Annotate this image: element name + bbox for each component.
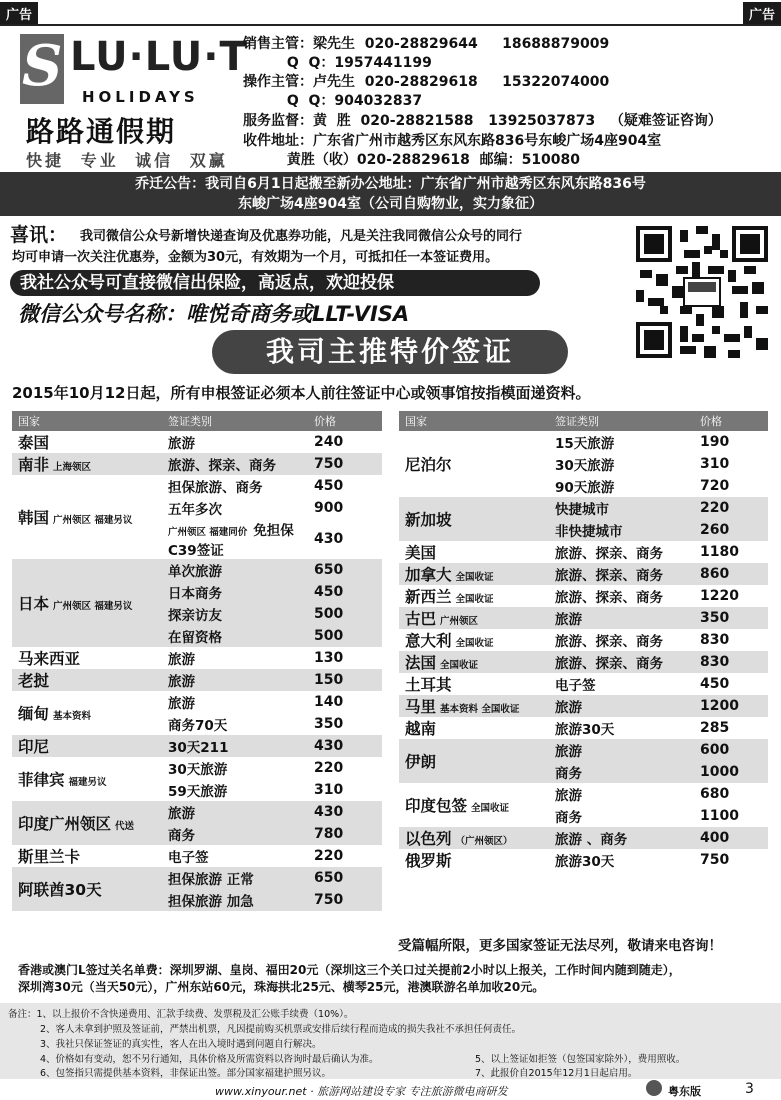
- cell-price: 450: [314, 478, 344, 494]
- cell-visa-type: [549, 475, 694, 497]
- country-name: 马里: [405, 698, 437, 716]
- table-row: [12, 647, 382, 669]
- hk-macau-fees: [18, 962, 778, 996]
- cell-price: 830: [694, 651, 768, 673]
- country-note: 广州领区: [440, 616, 479, 627]
- country-name: 印度广州领区: [18, 815, 112, 833]
- cell-price: 450: [308, 581, 382, 603]
- brand-name: LU·LU·T: [70, 34, 248, 80]
- visa-type: 旅游、探亲、商务: [555, 590, 663, 606]
- cell-visa-type: [162, 713, 308, 735]
- table-row: [399, 497, 768, 519]
- country-name: 土耳其: [405, 676, 452, 694]
- table-row: [399, 783, 768, 805]
- visa-type: 15天旅游: [555, 436, 615, 452]
- visa-type: 在留资格: [168, 630, 222, 646]
- visa-type: 59天旅游: [168, 784, 228, 800]
- cell-country: [399, 673, 549, 695]
- cell-price: 220: [694, 497, 768, 519]
- visa-type: 日本商务: [168, 586, 222, 602]
- cell-visa-type: [549, 541, 694, 563]
- promo-title: 我司主推特价签证: [212, 330, 568, 374]
- country-name: 菲律宾: [18, 771, 65, 789]
- remark-5: 5、以上签证如拒签（包签国家除外），费用照收。: [475, 1054, 686, 1065]
- cell-country: [399, 739, 549, 783]
- cell-country: [12, 757, 162, 801]
- table-row: [399, 673, 768, 695]
- country-name: 美国: [405, 544, 437, 562]
- cell-visa-type: [162, 519, 308, 559]
- cell-visa-type: [162, 779, 308, 801]
- good-news-line1: 我司微信公众号新增快递查询及优惠券功能，凡是关注我同微信公众号的同行: [80, 229, 523, 244]
- table-row: [12, 559, 382, 581]
- hk-line1: 香港或澳门L签过关名单费：深圳罗湖、皇岗、福田20元（深圳这三个关口过关提前2小时以上报关，工作时间内随到随走），: [18, 963, 681, 977]
- visa-type: 旅游30天: [555, 722, 615, 738]
- cell-country: [399, 695, 549, 717]
- ad-tag-left: 广告: [0, 2, 38, 25]
- col-header-country: 国家: [12, 411, 162, 431]
- remark-1: 备注：1、以上报价不含快递费用、汇款手续费、发票税及汇公账手续费（10%）。: [8, 1009, 354, 1020]
- cell-visa-type: [162, 735, 308, 757]
- visa-type: 旅游: [168, 696, 195, 712]
- table-row: [12, 757, 382, 779]
- contact-line: Q Q：904032837: [243, 93, 423, 109]
- cell-price: 350: [314, 716, 344, 732]
- remark-7: 7、此报价自2015年12月1日起启用。: [475, 1068, 638, 1079]
- visa-type: 30天旅游: [168, 762, 228, 778]
- cell-visa-type: [549, 563, 694, 585]
- cell-visa-type: [162, 625, 308, 647]
- visa-type: 30天211: [168, 740, 229, 756]
- cell-price: 150: [308, 669, 382, 691]
- visa-type: 电子签: [555, 678, 596, 694]
- cell-price: 780: [308, 823, 382, 845]
- cell-country: [12, 559, 162, 647]
- visa-type: 旅游、探亲、商务: [555, 656, 663, 672]
- cell-price: 260: [694, 519, 768, 541]
- schengen-notice: 2015年10月12日起，所有申根签证必须本人前往签证中心或领事馆按指模面递资料。: [12, 384, 591, 402]
- country-name: 印尼: [18, 738, 50, 756]
- cell-country: [12, 475, 162, 559]
- cell-price: 500: [308, 603, 382, 625]
- country-name: 马来西亚: [18, 650, 81, 668]
- cell-visa-type: [162, 757, 308, 779]
- remarks-box: [0, 1003, 781, 1079]
- table-row: [12, 735, 382, 757]
- remark-4: 4、价格如有变动，恕不另行通知，具体价格及所需资料以咨询时最后确认为准。: [40, 1054, 379, 1065]
- cell-visa-type: [549, 453, 694, 475]
- visa-type: 探亲访友: [168, 608, 222, 624]
- remark-6: 6、包签指只需提供基本资料，非保证出签。部分国家福建护照另议。: [40, 1068, 332, 1079]
- country-name: 韩国: [18, 509, 50, 527]
- cell-price: 190: [700, 434, 730, 450]
- cell-visa-type: [549, 607, 694, 629]
- insurance-banner: 我社公众号可直接微信出保险，高返点，欢迎投保: [10, 270, 540, 296]
- cell-visa-type: [162, 669, 308, 691]
- cell-visa-type: [162, 845, 308, 867]
- country-name: 法国: [405, 654, 437, 672]
- country-name: 斯里兰卡: [18, 848, 81, 866]
- top-divider: [0, 24, 781, 26]
- table-row: [12, 669, 382, 691]
- cell-visa-type: [162, 823, 308, 845]
- table-row: [12, 453, 382, 475]
- cell-country: [399, 563, 549, 585]
- banner-line1: 乔迁公告：我司自6月1日起搬至新办公地址：广东省广州市越秀区东风东路836号: [135, 176, 646, 192]
- cell-visa-type: [162, 559, 308, 581]
- cell-visa-type: [162, 867, 308, 889]
- visa-type: 90天旅游: [555, 480, 615, 496]
- visa-type: 旅游、探亲、商务: [168, 458, 276, 474]
- table-row: [399, 431, 768, 453]
- country-name: 阿联酋30天: [18, 881, 102, 899]
- cell-country: [399, 783, 549, 827]
- cell-country: [12, 845, 162, 867]
- qr-code-icon[interactable]: [636, 226, 768, 358]
- visa-type: 旅游、探亲、商务: [555, 634, 663, 650]
- contact-line: 操作主管：卢先生 020-28829618 15322074000: [243, 74, 610, 90]
- cell-visa-type: [162, 647, 308, 669]
- cell-price: 1000: [694, 761, 768, 783]
- cell-price: 750: [308, 453, 382, 475]
- cell-country: [399, 497, 549, 541]
- table-row: [399, 827, 768, 849]
- country-name: 以色列: [405, 830, 452, 848]
- cell-visa-type: [162, 497, 308, 519]
- visa-type: 快捷城市: [555, 502, 609, 518]
- table-row: [12, 867, 382, 889]
- table-row: [12, 801, 382, 823]
- cell-country: [12, 647, 162, 669]
- visa-type: 旅游: [555, 612, 582, 628]
- visa-type: 旅游、探亲、商务: [555, 568, 663, 584]
- cell-price: 650: [308, 867, 382, 889]
- country-note: （广州领区）: [455, 836, 513, 847]
- table-row: [399, 607, 768, 629]
- cell-country: [399, 607, 549, 629]
- visa-type: 担保旅游 加急: [168, 894, 254, 910]
- visa-price-table-left: [12, 411, 382, 911]
- table-row: [399, 695, 768, 717]
- visa-type: 非快捷城市: [555, 524, 623, 540]
- table-row: [12, 431, 382, 453]
- country-note: 全国收证: [471, 803, 510, 814]
- country-name: 伊朗: [405, 753, 437, 771]
- page-number: 3: [745, 1081, 754, 1097]
- country-note: 上海领区: [53, 462, 92, 473]
- cell-visa-type: [549, 761, 694, 783]
- country-name: 加拿大: [405, 566, 452, 584]
- cell-price: 600: [694, 739, 768, 761]
- cell-price: 310: [314, 782, 344, 798]
- country-note: 全国收证: [455, 594, 494, 605]
- ad-tag-right: 广告: [743, 2, 781, 25]
- col-header-country: 国家: [399, 411, 549, 431]
- cell-price: 1220: [700, 588, 739, 604]
- cell-visa-type: [549, 717, 694, 739]
- country-note: 代送: [115, 821, 135, 832]
- cell-visa-type: [162, 453, 308, 475]
- country-note: 全国收证: [440, 660, 479, 671]
- table-row: [399, 541, 768, 563]
- contact-line: Q Q：1957441199: [243, 55, 432, 71]
- table-row: [399, 563, 768, 585]
- cell-visa-type: [549, 629, 694, 651]
- visa-type: 五年多次: [168, 502, 222, 518]
- cell-visa-type: [162, 801, 308, 823]
- remark-3: 3、我社只保证签证的真实性，客人在出入境时遇到问题自行解决。: [40, 1039, 322, 1050]
- cell-visa-type: [549, 673, 694, 695]
- country-note: 广州领区 福建同价: [168, 527, 248, 538]
- cell-visa-type: [549, 783, 694, 805]
- cell-price: 240: [314, 434, 344, 450]
- cell-price: 350: [694, 607, 768, 629]
- col-header-type: 签证类别: [549, 411, 694, 431]
- more-countries-note: 受篇幅所限，更多国家签证无法尽列，敬请来电咨询！: [398, 938, 722, 954]
- cell-price: 1180: [700, 544, 739, 560]
- country-name: 印度包签: [405, 797, 468, 815]
- cell-visa-type: [549, 849, 694, 871]
- table-row: [399, 739, 768, 761]
- brand-holidays: HOLIDAYS: [82, 88, 199, 106]
- cell-visa-type: [549, 827, 694, 849]
- cell-country: [399, 651, 549, 673]
- visa-type: 旅游: [168, 652, 195, 668]
- table-row: [399, 717, 768, 739]
- cell-visa-type: [549, 519, 694, 541]
- contact-line: 收件地址：广东省广州市越秀区东风东路836号东峻广场4座904室: [243, 133, 662, 149]
- cell-country: [12, 735, 162, 757]
- country-name: 俄罗斯: [405, 852, 452, 870]
- visa-price-table-right: [399, 411, 768, 871]
- country-note: 基本资料: [53, 711, 92, 722]
- cell-price: 720: [700, 478, 730, 494]
- wechat-account-name: 微信公众号名称：唯悦奇商务或LLT-VISA: [18, 302, 410, 326]
- visa-type: 商务: [555, 766, 582, 782]
- visa-type: 旅游: [168, 436, 195, 452]
- remark-2: 2、客人未拿到护照及签证前，严禁出机票，凡因提前购买机票或安排后续行程而造成的损失我社不承担任何责任。: [40, 1024, 522, 1035]
- cell-visa-type: [162, 603, 308, 625]
- cell-visa-type: [549, 431, 694, 453]
- cell-visa-type: [162, 581, 308, 603]
- cell-price: 750: [700, 852, 730, 868]
- visa-type: 单次旅游: [168, 564, 222, 580]
- cell-price: 220: [314, 848, 344, 864]
- cell-visa-type: [162, 889, 308, 911]
- table-row: [12, 475, 382, 497]
- cell-country: [12, 453, 162, 475]
- table-row: [399, 629, 768, 651]
- visa-type: 商务: [555, 810, 582, 826]
- cell-price: 310: [700, 456, 730, 472]
- col-header-type: 签证类别: [162, 411, 308, 431]
- country-name: 缅甸: [18, 705, 50, 723]
- country-name: 南非: [18, 456, 50, 474]
- country-name: 日本: [18, 595, 50, 613]
- country-name: 老挝: [18, 672, 50, 690]
- country-note: 广州领区 福建另议: [53, 601, 133, 612]
- cell-visa-type: [162, 431, 308, 453]
- footer: [0, 1080, 781, 1100]
- cell-country: [399, 827, 549, 849]
- cell-price: 500: [308, 625, 382, 647]
- table-row: [399, 585, 768, 607]
- table-row: [399, 849, 768, 871]
- visa-type: 免担保C39签证: [168, 523, 294, 559]
- visa-type: 旅游、探亲、商务: [555, 546, 663, 562]
- cell-country: [399, 629, 549, 651]
- country-note: 全国收证: [455, 638, 494, 649]
- visa-type: 担保旅游、商务: [168, 480, 263, 496]
- contact-line: 服务监督：黄 胜 020-28821588 13925037873 （疑难签证咨询）: [243, 113, 722, 129]
- contact-line: 销售主管：梁先生 020-28829644 18688879009: [243, 36, 610, 52]
- visa-type: 旅游: [555, 700, 582, 716]
- cell-price: 450: [700, 676, 730, 692]
- cell-visa-type: [549, 805, 694, 827]
- country-name: 意大利: [405, 632, 452, 650]
- cell-country: [12, 431, 162, 453]
- cell-price: 900: [314, 500, 344, 516]
- cell-price: 430: [308, 801, 382, 823]
- cell-price: 680: [700, 786, 730, 802]
- visa-type: 旅游 、商务: [555, 832, 628, 848]
- cell-price: 830: [700, 632, 730, 648]
- country-note: 全国收证: [455, 572, 494, 583]
- cell-visa-type: [549, 585, 694, 607]
- cell-country: [399, 849, 549, 871]
- cell-visa-type: [549, 695, 694, 717]
- visa-type: 旅游: [168, 806, 195, 822]
- cell-country: [12, 801, 162, 845]
- relocation-banner: [0, 172, 781, 216]
- cell-country: [12, 669, 162, 691]
- cell-price: 400: [694, 827, 768, 849]
- logo-s-icon: S: [22, 33, 63, 99]
- cell-visa-type: [549, 497, 694, 519]
- table-row: [399, 651, 768, 673]
- cell-country: [399, 717, 549, 739]
- visa-type: 旅游: [555, 788, 582, 804]
- cell-country: [12, 691, 162, 735]
- cell-price: 750: [308, 889, 382, 911]
- footer-edition: 粤东版: [668, 1085, 701, 1098]
- col-header-price: 价格: [308, 411, 382, 431]
- table-row: [12, 691, 382, 713]
- cell-visa-type: [162, 475, 308, 497]
- banner-line2: 东峻广场4座904室（公司自购物业，实力象征）: [238, 196, 543, 212]
- cell-country: [12, 867, 162, 911]
- visa-type: 30天旅游: [555, 458, 615, 474]
- cell-visa-type: [549, 651, 694, 673]
- visa-type: 旅游30天: [555, 854, 615, 870]
- cell-country: [399, 585, 549, 607]
- country-note: 福建另议: [68, 777, 107, 788]
- footer-site: www.xinyour.net · 旅游网站建设专家 专注旅游微电商研发: [215, 1085, 508, 1098]
- cell-price: 430: [314, 531, 344, 547]
- cell-price: 1200: [694, 695, 768, 717]
- cell-country: [399, 431, 549, 497]
- brand-slogan: 快捷 专业 诚信 双赢: [26, 151, 228, 170]
- cell-price: 860: [694, 563, 768, 585]
- cell-price: 285: [700, 720, 730, 736]
- country-name: 新西兰: [405, 588, 452, 606]
- good-news-title: 喜讯：: [10, 224, 68, 246]
- cell-visa-type: [549, 739, 694, 761]
- visa-type: 商务70天: [168, 718, 228, 734]
- country-name: 泰国: [18, 434, 50, 452]
- country-name: 尼泊尔: [405, 456, 452, 474]
- visa-type: 电子签: [168, 850, 209, 866]
- country-name: 古巴: [405, 610, 437, 628]
- contact-line: 黄胜（收）020-28829618 邮编：510080: [243, 152, 581, 168]
- hk-line2: 深圳湾30元（当天50元），广州东站60元，珠海拱北25元、横琴25元，港澳联游名单加收20元。: [18, 980, 545, 994]
- cell-price: 130: [314, 650, 344, 666]
- cell-country: [399, 541, 549, 563]
- country-note: 基本资料 全国收证: [440, 704, 520, 715]
- country-name: 越南: [405, 720, 437, 738]
- visa-type: 旅游: [168, 674, 195, 690]
- cell-price: 220: [314, 760, 344, 776]
- visa-type: 担保旅游 正常: [168, 872, 254, 888]
- table-row: [12, 845, 382, 867]
- cell-price: 650: [308, 559, 382, 581]
- visa-type: 旅游: [555, 744, 582, 760]
- good-news-line2: 均可申请一次关注优惠券，金额为30元，有效期为一个月，可抵扣任一本签证费用。: [12, 250, 499, 265]
- cell-price: 1100: [700, 808, 739, 824]
- brand-cn-name: 路路通假期: [26, 115, 177, 148]
- col-header-price: 价格: [694, 411, 768, 431]
- visa-type: 商务: [168, 828, 195, 844]
- country-note: 广州领区 福建另议: [53, 515, 133, 526]
- cell-price: 140: [314, 694, 344, 710]
- edition-icon: [646, 1080, 662, 1096]
- cell-visa-type: [162, 691, 308, 713]
- cell-price: 430: [308, 735, 382, 757]
- country-name: 新加坡: [405, 511, 452, 529]
